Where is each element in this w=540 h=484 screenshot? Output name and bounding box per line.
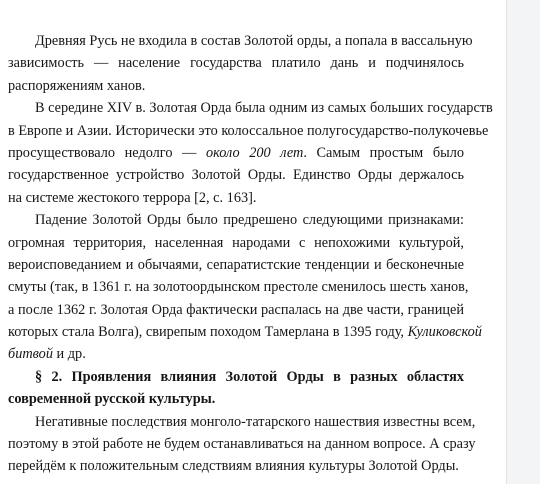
- viewer-side-panel: [506, 0, 540, 484]
- text-run: и др.: [52, 346, 86, 363]
- text-line: [8, 343, 464, 365]
- text-line: в Европе и Азии. Исторически это колоссальное полугосударство-полукочевье: [8, 122, 489, 139]
- document-body: [8, 30, 493, 478]
- paragraph-4: [8, 411, 476, 478]
- text-line: [8, 321, 482, 343]
- text-line: зависимость — население государства платило дань и подчинялось: [8, 55, 464, 72]
- heading-line: современной русской культуры.: [8, 391, 216, 408]
- section-heading: [8, 366, 464, 411]
- text-line: Падение Золотой Орды было предрешено следующими признаками:: [35, 212, 464, 229]
- text-line: вероисповеданием и обычаями, сепаратистские тенденции и бесконечные: [8, 256, 464, 273]
- text-line: а после 1362 г. Золотая Орда фактически распалась на две части, границей: [8, 301, 464, 318]
- text-line: на системе жестокого террора [2, с. 163].: [8, 189, 257, 206]
- paragraph-1: [8, 30, 473, 97]
- text-line: Древняя Русь не входила в состав Золотой орды, а попала в вассальную: [35, 33, 473, 49]
- heading-line: § 2. Проявления влияния Золотой Орды в разных областях: [35, 368, 464, 385]
- text-line: [8, 142, 464, 164]
- paragraph-3: [8, 209, 482, 366]
- emphasis-text: битвой: [8, 346, 53, 363]
- text-line: В середине XIV в. Золотая Орда была одним из самых больших государств: [35, 100, 493, 117]
- text-run: . Самым простым было: [303, 144, 464, 161]
- text-line: огромная территория, населенная народами с непохожими культурой,: [8, 234, 464, 251]
- emphasis-text: около 200 лет: [205, 144, 304, 161]
- text-line: распоряжениям ханов.: [8, 77, 146, 94]
- text-line: перейдём к положительным следствиям влияния культуры Золотой Орды.: [8, 458, 459, 475]
- paragraph-2: [8, 97, 493, 209]
- text-line: поэтому в этой работе не будем останавливаться на данном вопросе. А сразу: [8, 436, 476, 453]
- text-line: смуты (так, в 1361 г. на золотоордынском престоле сменилось шесть ханов,: [8, 279, 469, 296]
- text-run: которых стала Волга), свирепым походом Тамерлана в 1395 году,: [8, 324, 408, 341]
- text-line: государственное устройство Золотой Орды. Единство Орды держалось: [8, 167, 464, 184]
- text-run: просуществовало недолго —: [8, 144, 206, 161]
- text-line: Негативные последствия монголо-татарского нашествия известны всем,: [35, 413, 476, 430]
- emphasis-text: Куликовской: [407, 324, 482, 341]
